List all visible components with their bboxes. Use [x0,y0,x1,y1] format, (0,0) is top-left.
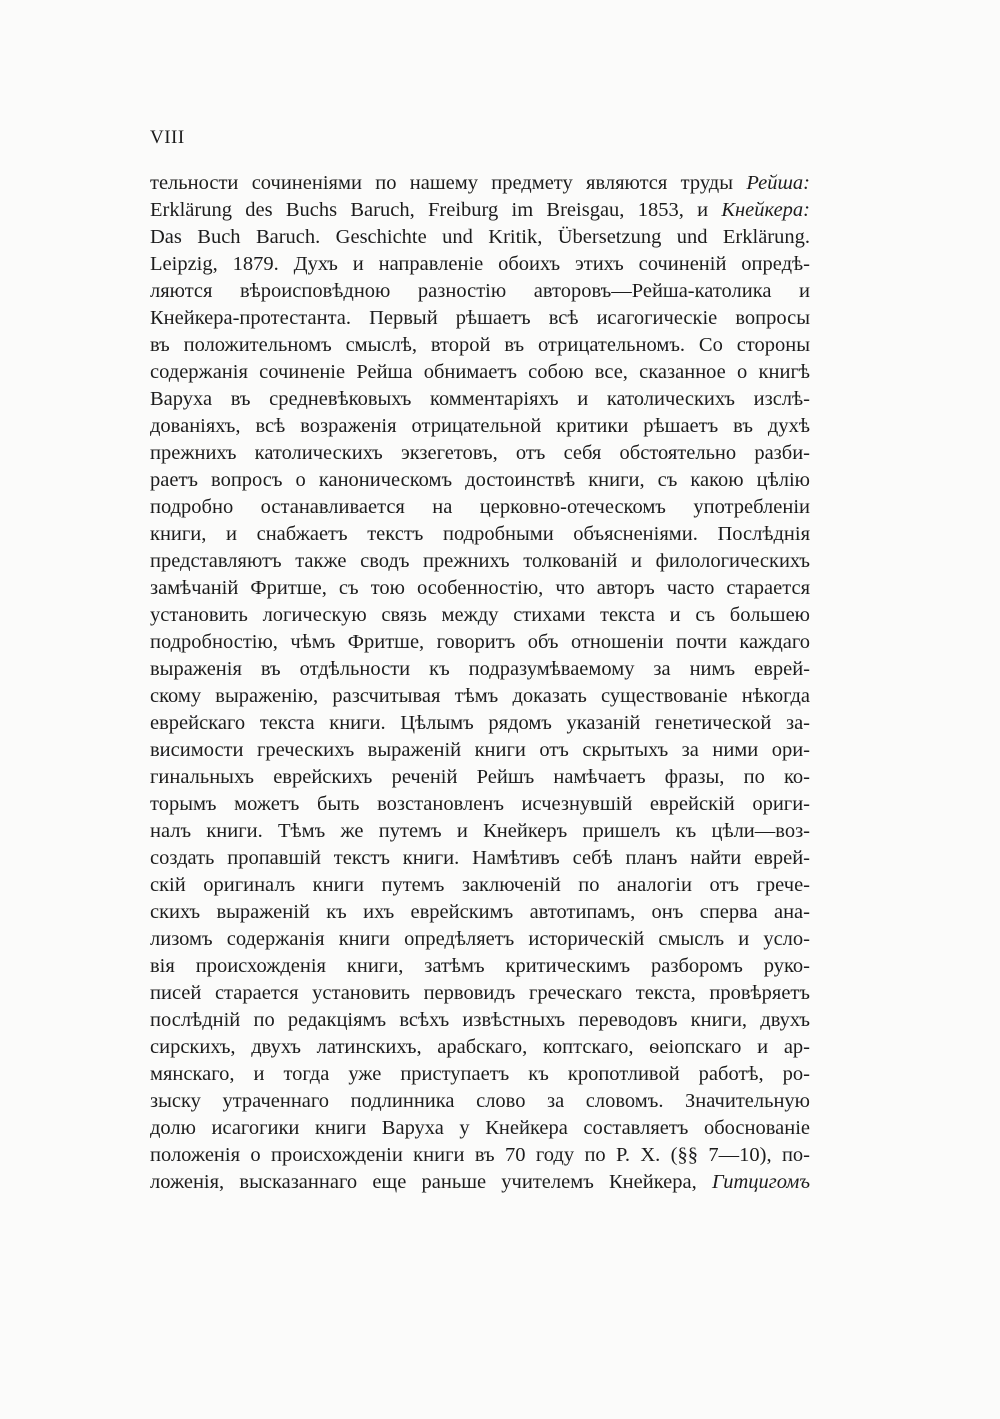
text-segment: представляютъ также сводъ прежнихъ толкованій и филологическихъ [150,550,810,572]
text-line [150,467,810,494]
text-segment: налъ книги. Тѣмъ же путемъ и Кнейкеръ пришелъ къ цѣли—воз- [150,820,810,842]
text-line [150,1115,810,1142]
text-segment: зыску утраченнаго подлинника слово за словомъ. Значительную [150,1090,810,1112]
text-segment: создать пропавшій текстъ книги. Намѣтивъ себѣ планъ найти еврей- [150,847,810,869]
text-line [150,764,810,791]
text-line [150,575,810,602]
text-line [150,1061,810,1088]
text-line [150,305,810,332]
page-number: VIII [150,127,185,148]
italic-name: Кнейкера: [721,199,810,221]
text-segment: Erklärung des Buchs Baruch, Freiburg im Breisgau, 1853, и [150,199,722,221]
text-line [150,413,810,440]
text-line [150,845,810,872]
text-line [150,1088,810,1115]
text-segment: висимости греческихъ выраженій книги отъ скрытыхъ за ними ори- [150,739,810,761]
text-line [150,899,810,926]
text-segment: еврейскаго текста книги. Цѣлымъ рядомъ указаній генетической за- [150,712,810,734]
text-segment: торымъ можетъ быть возстановленъ исчезнувшій еврейскій ориги- [150,793,810,815]
body-text [150,170,810,1196]
text-segment: дованіяхъ, всѣ возраженія отрицательной критики рѣшаетъ въ духѣ [150,415,810,437]
text-segment: скій оригиналъ книги путемъ заключеній по аналогіи отъ грече- [150,874,810,896]
text-line [150,440,810,467]
text-line [150,278,810,305]
text-line [150,386,810,413]
text-segment: положенія о происхожденіи книги въ 70 году по Р. Х. (§§ 7—10), по- [150,1144,810,1166]
text-line [150,791,810,818]
text-line [150,737,810,764]
text-segment: писей старается установить первовидъ греческаго текста, провѣряетъ [150,982,810,1004]
text-segment: скихъ выраженій къ ихъ еврейскимъ автотипамъ, онъ сперва ана- [150,901,810,923]
text-segment: подробностію, чѣмъ Фритше, говоритъ объ отношеніи почти каждаго [150,631,810,653]
text-line [150,710,810,737]
text-segment: мянскаго, и тогда уже приступаетъ къ кропотливой работѣ, ро- [150,1063,810,1085]
text-line [150,1007,810,1034]
text-segment: тельности сочиненіями по нашему предмету являются труды [150,172,747,194]
text-segment: вія происхожденія книги, затѣмъ критическимъ разборомъ руко- [150,955,810,977]
text-segment: лизомъ содержанія книги опредѣляетъ историческій смыслъ и усло- [150,928,810,950]
text-line [150,359,810,386]
text-line [150,953,810,980]
text-line [150,1034,810,1061]
text-line [150,872,810,899]
text-segment: Das Buch Baruch. Geschichte und Kritik, Übersetzung und Erklärung. [150,226,810,248]
italic-name: Рейша: [746,172,810,194]
text-segment: ложенія, высказаннаго еще раньше учителемъ Кнейкера, [150,1171,712,1193]
text-segment: выраженія въ отдѣльности къ подразумѣваемому за нимъ еврей- [150,658,810,680]
text-line [150,521,810,548]
text-line [150,170,810,197]
text-segment: прежнихъ католическихъ экзегетовъ, отъ себя обстоятельно разби- [150,442,810,464]
text-segment: Варуха въ средневѣковыхъ комментаріяхъ и католическихъ изслѣ- [150,388,810,410]
text-segment: установить логическую связь между стихами текста и съ большею [150,604,810,626]
text-segment: Leipzig, 1879. Духъ и направленіе обоихъ этихъ сочиненій опредѣ- [150,253,810,275]
text-line [150,494,810,521]
text-segment: раетъ вопросъ о каноническомъ достоинствѣ книги, съ какою цѣлію [150,469,810,491]
text-segment: замѣчаній Фритше, съ тою особенностію, что авторъ часто старается [150,577,810,599]
text-line [150,980,810,1007]
text-line [150,656,810,683]
text-line [150,1142,810,1169]
text-line [150,332,810,359]
text-segment: скому выраженію, разсчитывая тѣмъ доказать существованіе нѣкогда [150,685,810,707]
text-line [150,1169,810,1196]
text-segment: гинальныхъ еврейскихъ реченій Рейшъ намѣчаетъ фразы, по ко- [150,766,810,788]
text-segment: содержанія сочиненіе Рейша обнимаетъ собою все, сказанное о книгѣ [150,361,810,383]
text-segment: подробно останавливается на церковно-отеческомъ употребленіи [150,496,810,518]
text-segment: ляются вѣроисповѣдною разностію авторовъ—Рейша-католика и [150,280,810,302]
text-line [150,197,810,224]
text-line [150,602,810,629]
text-line [150,926,810,953]
text-line [150,548,810,575]
text-line [150,251,810,278]
text-segment: въ положительномъ смыслѣ, второй въ отрицательномъ. Со стороны [150,334,810,356]
text-line [150,224,810,251]
italic-name: Гитцигомъ [711,1171,810,1193]
text-segment: послѣдній по редакціямъ всѣхъ извѣстныхъ переводовъ книги, двухъ [150,1009,810,1031]
text-segment: сирскихъ, двухъ латинскихъ, арабскаго, коптскаго, ѳеіопскаго и ар- [150,1036,810,1058]
text-line [150,629,810,656]
text-segment: Кнейкера-протестанта. Первый рѣшаетъ всѣ исагогическіе вопросы [150,307,810,329]
text-line [150,818,810,845]
text-segment: долю исагогики книги Варуха у Кнейкера составляетъ обоснованіе [150,1117,810,1139]
text-segment: книги, и снабжаетъ текстъ подробными объясненіями. Послѣднія [150,523,810,545]
text-line [150,683,810,710]
